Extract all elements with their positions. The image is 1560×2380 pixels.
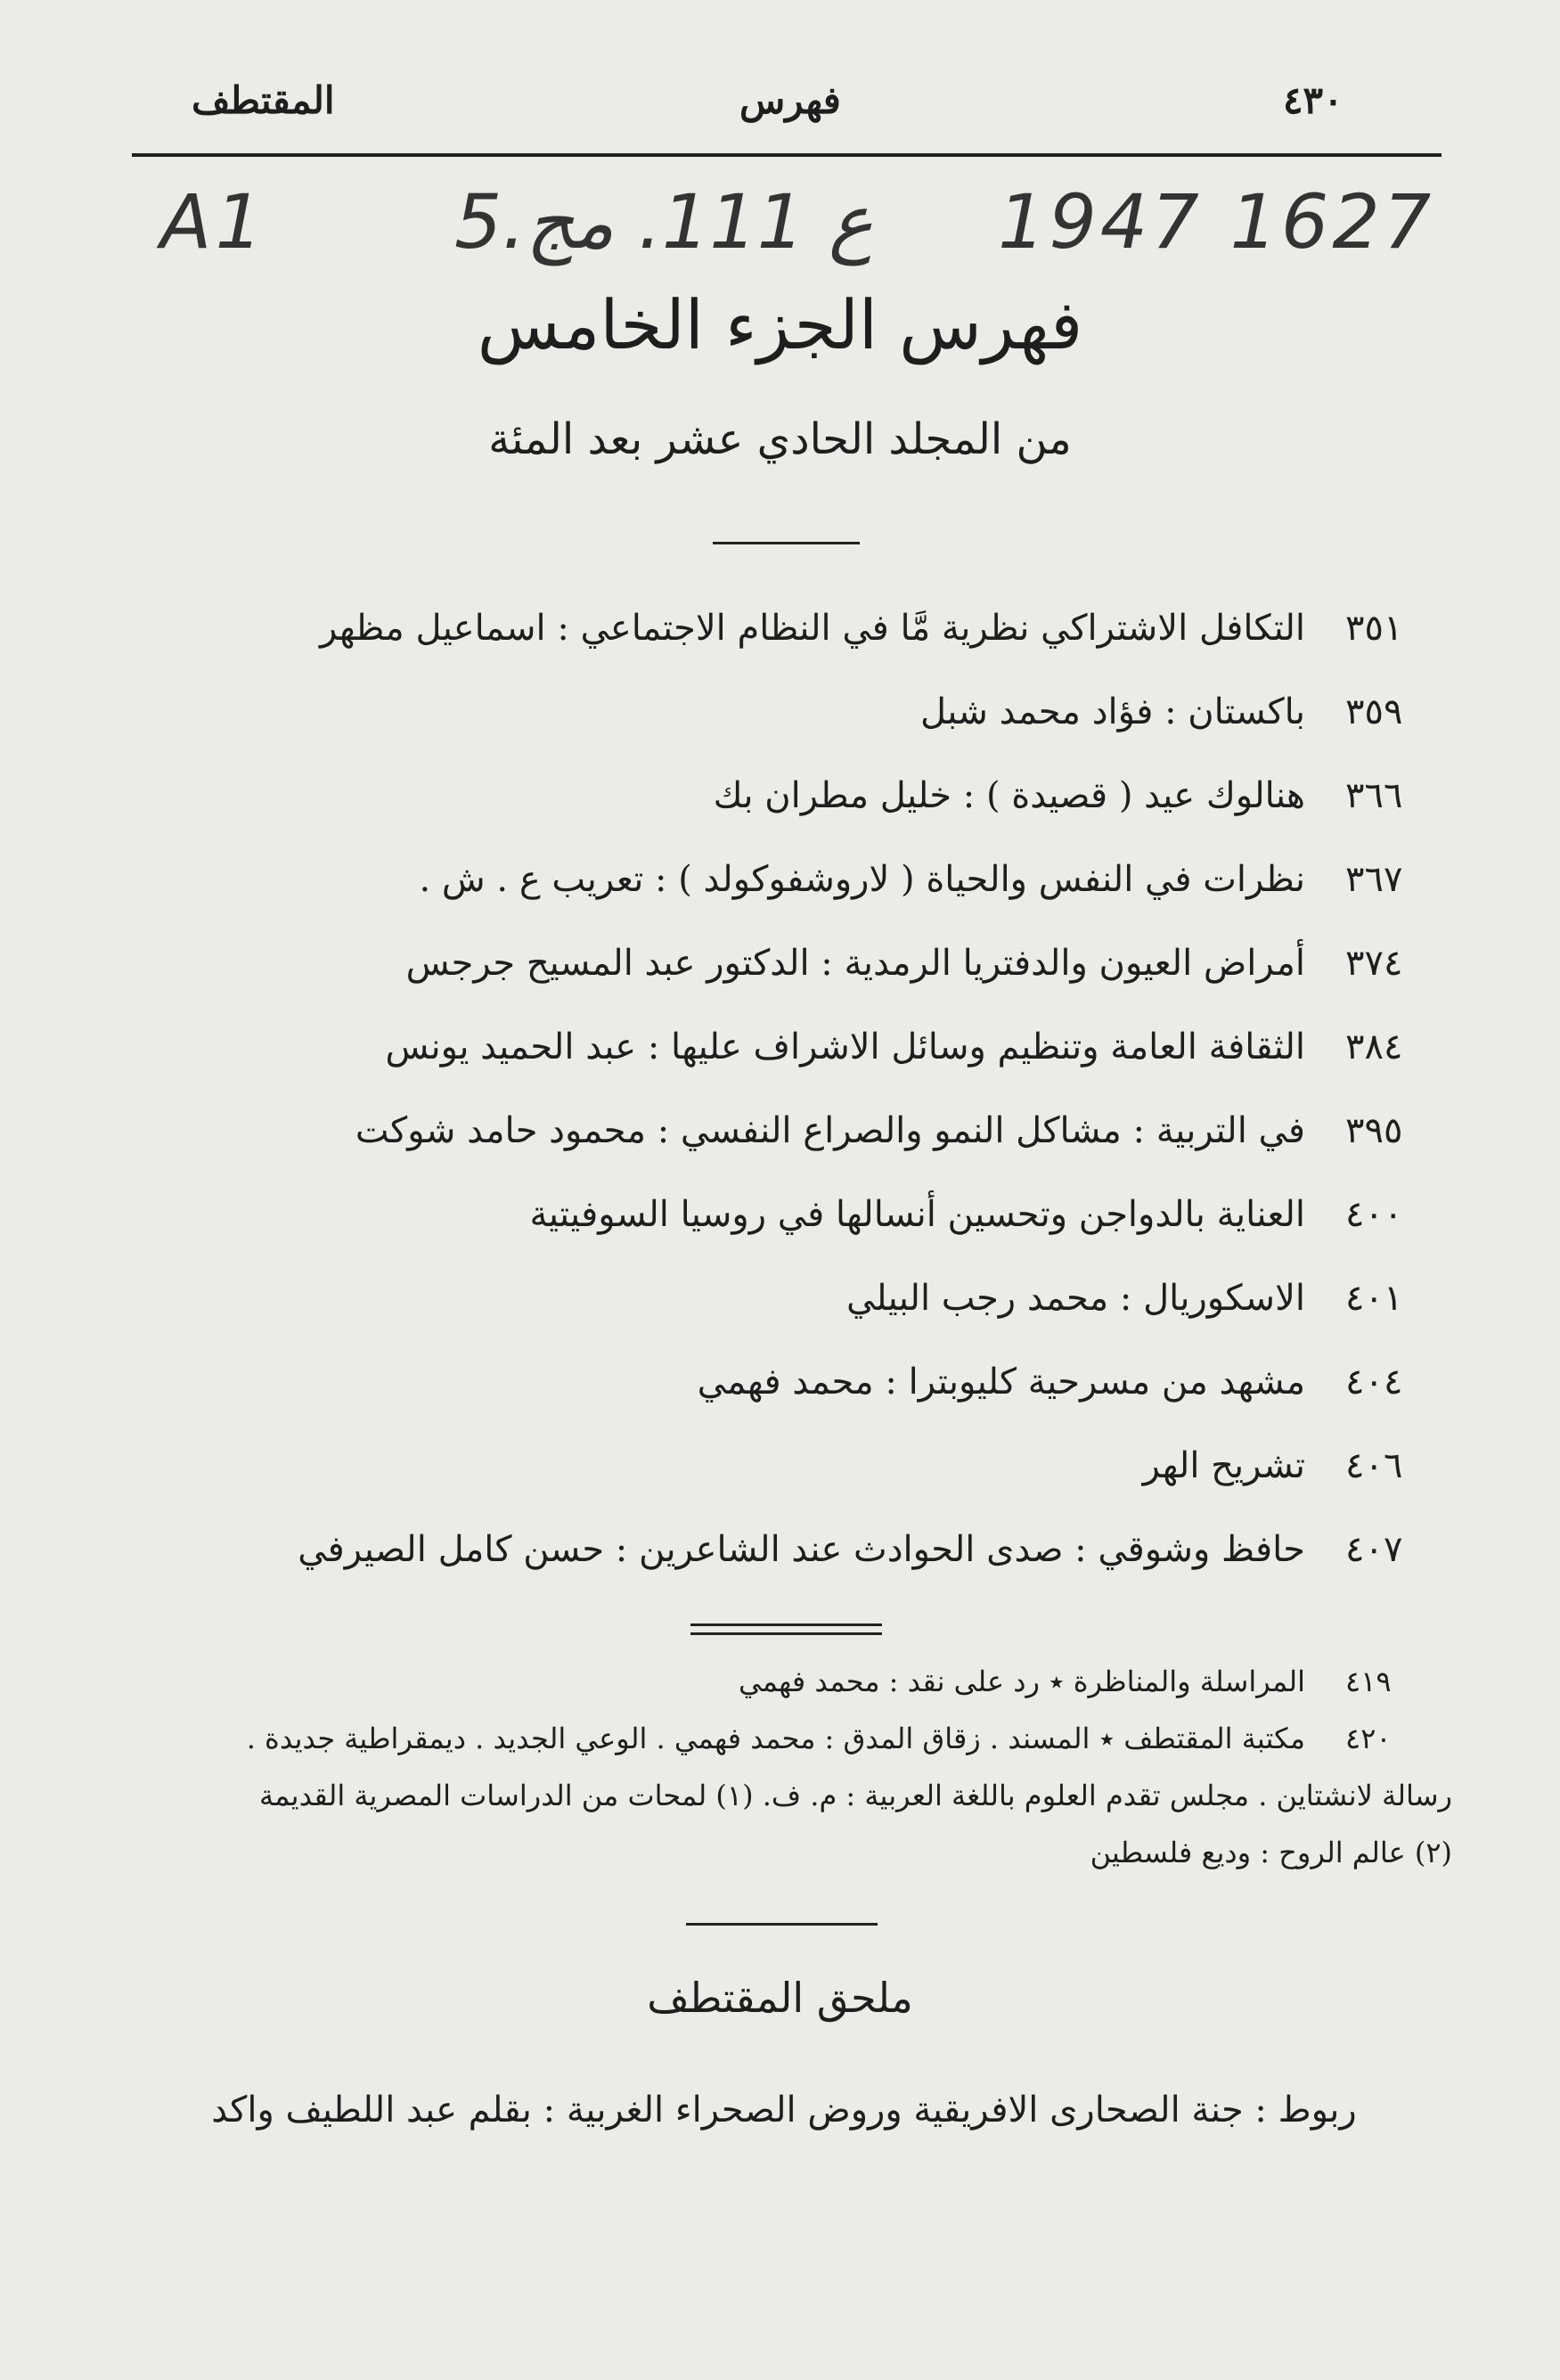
toc-page-number: ٤٠١ — [1345, 1278, 1403, 1319]
toc-entry — [294, 1026, 1452, 1098]
handwritten-right: 1947 1627 — [998, 178, 1435, 266]
toc-page-number: ٣٩٥ — [1345, 1110, 1403, 1151]
secondary-continuation-text: (٢) عالم الروح : وديع فلسطين — [1090, 1836, 1452, 1869]
toc-entry — [294, 608, 1452, 679]
toc-entry — [294, 775, 1452, 846]
toc-page-number: ٣٦٦ — [1345, 775, 1403, 816]
toc-page-number: ٣٧٤ — [1345, 943, 1403, 984]
secondary-page-number: ٤٢٠ — [1345, 1722, 1392, 1755]
toc-entry — [294, 1445, 1452, 1517]
toc-title: حافظ وشوقي : صدى الحوادث عند الشاعرين : حسن كامل الصيرفي — [298, 1529, 1305, 1570]
toc-entry — [294, 943, 1452, 1014]
toc-title: الاسكوريال : محمد رجب البيلي — [846, 1278, 1305, 1319]
toc-page-number: ٣٨٤ — [1345, 1026, 1403, 1067]
toc-title: نظرات في النفس والحياة ( لاروشفوكولد ) : تعريب ع . ش . — [419, 859, 1305, 900]
supplement-divider — [686, 1923, 878, 1926]
toc-title: في التربية : مشاكل النمو والصراع النفسي : محمود حامد شوكت — [355, 1110, 1305, 1151]
section-divider — [690, 1632, 882, 1635]
page-subtitle: من المجلد الحادي عشر بعد المئة — [488, 414, 1072, 464]
secondary-continuation-text: رسالة لانشتاين . مجلس تقدم العلوم باللغة العربية : م. ف. (١) لمحات من الدراسات المصرية القديمة — [259, 1779, 1452, 1812]
toc-entry — [294, 691, 1452, 763]
toc-page-number: ٣٥١ — [1345, 608, 1403, 649]
toc-entry — [294, 1110, 1452, 1182]
toc-title: تشريح الهر — [1142, 1445, 1305, 1486]
toc-entry — [294, 859, 1452, 930]
page-title: فهرس الجزء الخامس — [477, 285, 1083, 364]
header-rule — [132, 153, 1442, 157]
toc-page-number: ٤٠٤ — [1345, 1362, 1403, 1403]
secondary-continuation — [89, 1779, 1452, 1828]
toc-entry — [294, 1362, 1452, 1433]
secondary-continuation — [89, 1836, 1452, 1885]
toc-entry — [294, 1278, 1452, 1349]
toc-title: هنالوك عيد ( قصيدة ) : خليل مطران بك — [713, 775, 1305, 816]
toc-page-number: ٣٥٩ — [1345, 691, 1403, 732]
toc-title: مشهد من مسرحية كليوبترا : محمد فهمي — [697, 1362, 1305, 1403]
secondary-entry — [89, 1722, 1452, 1771]
handwritten-left: A1 — [160, 178, 266, 266]
secondary-page-number: ٤١٩ — [1345, 1664, 1392, 1698]
handwritten-middle: 5.ع 111. مج — [454, 178, 873, 266]
toc-entry — [294, 1194, 1452, 1265]
toc-title: أمراض العيون والدفتريا الرمدية : الدكتور عبد المسيح جرجس — [405, 943, 1305, 984]
toc-entry — [294, 1529, 1452, 1600]
header-journal-name: المقتطف — [192, 78, 335, 122]
toc-page-number: ٤٠٠ — [1345, 1194, 1403, 1235]
toc-title: التكافل الاشتراكي نظرية مَّا في النظام الاجتماعي : اسماعيل مظهر — [319, 608, 1305, 649]
secondary-text: مكتبة المقتطف ٭ المسند . زقاق المدق : محمد فهمي . الوعي الجديد . ديمقراطية جديدة . — [246, 1722, 1305, 1755]
header-section-name: فهرس — [739, 78, 841, 122]
toc-title: العناية بالدواجن وتحسين أنسالها في روسيا السوفيتية — [529, 1194, 1305, 1235]
toc-page-number: ٣٦٧ — [1345, 859, 1403, 900]
supplement-line: ربوط : جنة الصحارى الافريقية وروض الصحراء الغربية : بقلم عبد اللطيف واكد — [211, 2090, 1357, 2131]
secondary-entry — [89, 1664, 1452, 1714]
supplement-title: ملحق المقتطف — [647, 1974, 913, 2022]
toc-page-number: ٤٠٦ — [1345, 1445, 1403, 1486]
handwritten-annotation — [160, 178, 1479, 276]
toc-title: باكستان : فؤاد محمد شبل — [920, 691, 1305, 732]
toc-page-number: ٤٠٧ — [1345, 1529, 1403, 1570]
toc-title: الثقافة العامة وتنظيم وسائل الاشراف عليها : عبد الحميد يونس — [385, 1026, 1305, 1067]
secondary-text: المراسلة والمناظرة ٭ رد على نقد : محمد فهمي — [739, 1664, 1305, 1698]
title-divider — [713, 542, 860, 544]
header-page-number: ٤٣٠ — [1283, 78, 1344, 122]
section-divider — [690, 1623, 882, 1626]
